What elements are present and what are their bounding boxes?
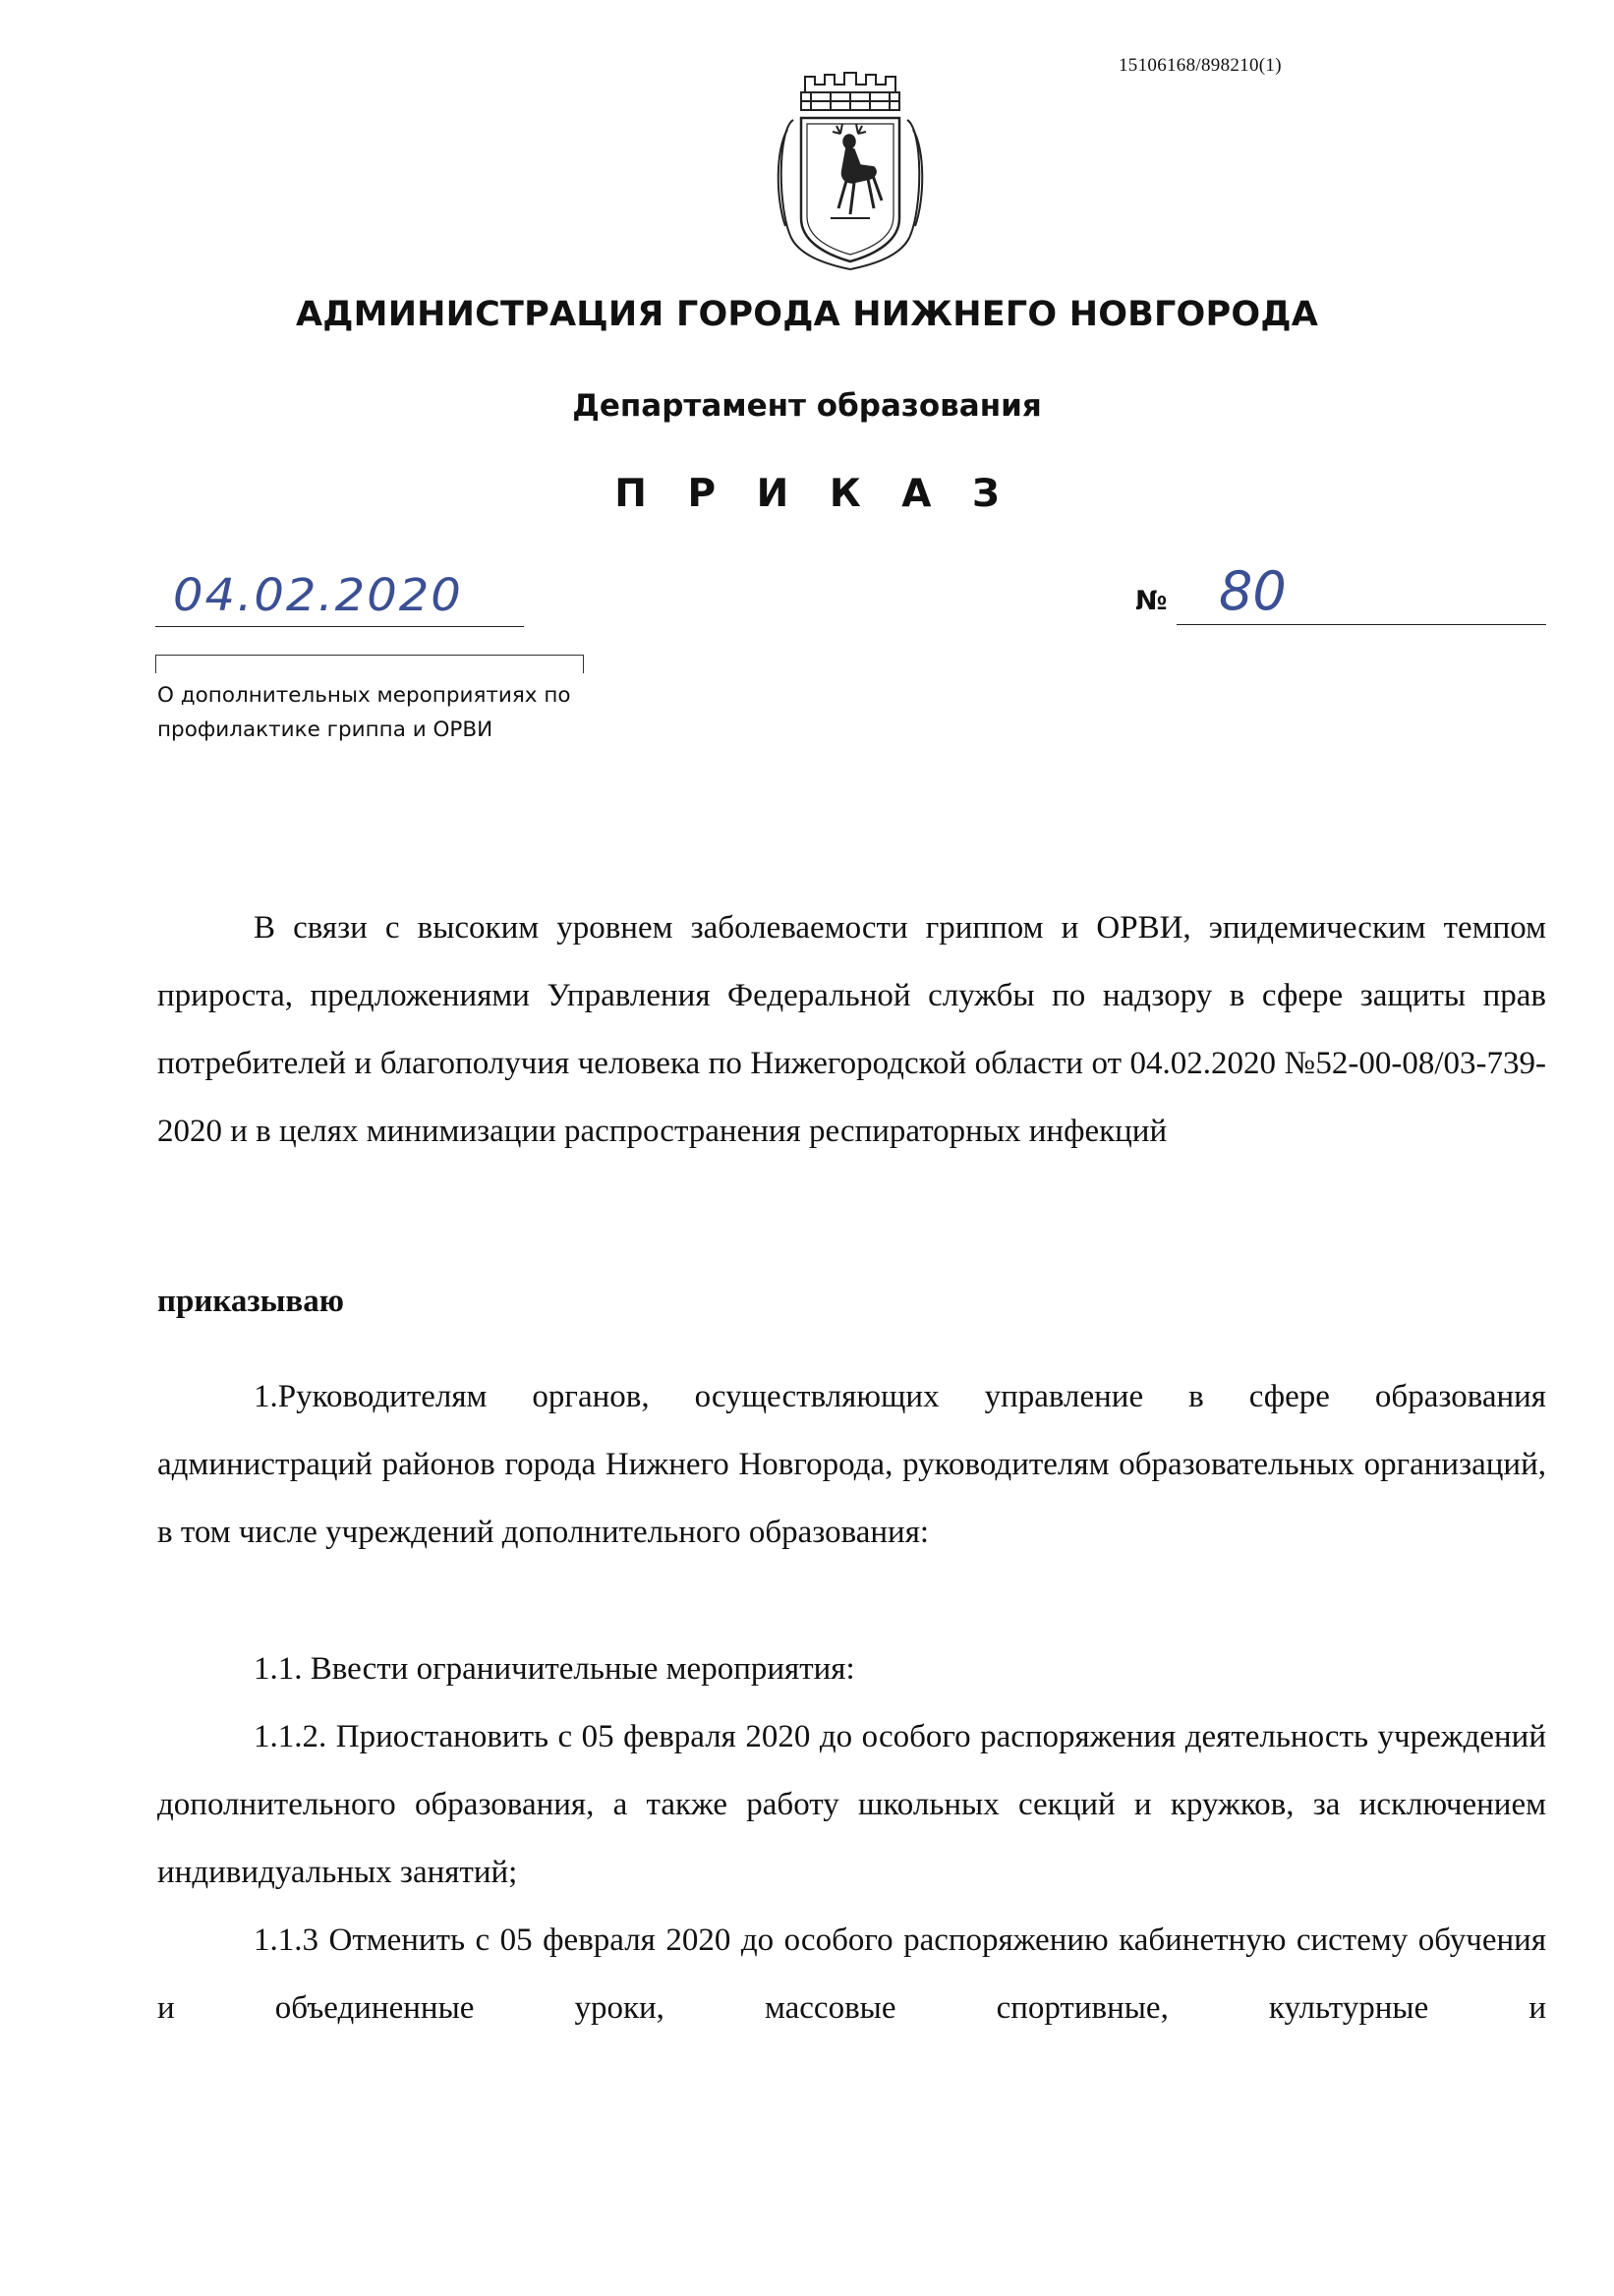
date-underline xyxy=(155,626,524,627)
item-1-1-paragraph: 1.1. Ввести ограничительные мероприятия: xyxy=(254,1651,855,1687)
subject-line-2: профилактике гриппа и ОРВИ xyxy=(157,718,493,742)
organization-title: АДМИНИСТРАЦИЯ ГОРОДА НИЖНЕГО НОВГОРОДА xyxy=(296,295,1318,334)
document-subject xyxy=(157,678,609,747)
handwritten-date: 04.02.2020 xyxy=(173,569,463,622)
subject-line-1: О дополнительных мероприятиях по xyxy=(157,683,571,708)
item-1-1-3-paragraph: 1.1.3 Отменить с 05 февраля 2020 до особого распоряжению кабинетную систему обучения и объединенные уроки, массовые спортивные, культурные и xyxy=(157,1923,1546,2026)
handwritten-number: 80 xyxy=(1219,560,1287,622)
order-word: приказываю xyxy=(157,1284,344,1319)
number-underline xyxy=(1177,624,1546,625)
item-1-paragraph: 1.Руководителям органов, осуществляющих управление в сфере образования администраций районов города Нижнего Новгорода, руководителям образовательных организаций, в том числе учреждений дополнительного образования: xyxy=(157,1379,1546,1550)
item-1-1-2-paragraph: 1.1.2. Приостановить с 05 февраля 2020 до особого распоряжения деятельность учреждений дополнительного образования, а также работу школьных секций и кружков, за исключением индивидуальных занятий; xyxy=(157,1719,1546,1890)
number-label: № xyxy=(1135,586,1168,616)
nizhny-novgorod-coat-of-arms-icon xyxy=(772,71,929,272)
preamble-paragraph: В связи с высоким уровнем заболеваемости гриппом и ОРВИ, эпидемическим темпом прироста, предложениями Управления Федеральной службы по надзору в сфере защиты прав потребителей и благополучия человека по Нижегородской области от 04.02.2020 №52-00-08/03-739-2020 и в целях минимизации распространения респираторных инфекций xyxy=(157,910,1546,1149)
document-type-title: П Р И К А З xyxy=(614,472,1013,516)
registration-number: 15106168/898210(1) xyxy=(1119,55,1282,76)
subject-bracket xyxy=(155,655,584,673)
department-title: Департамент образования xyxy=(572,388,1042,424)
